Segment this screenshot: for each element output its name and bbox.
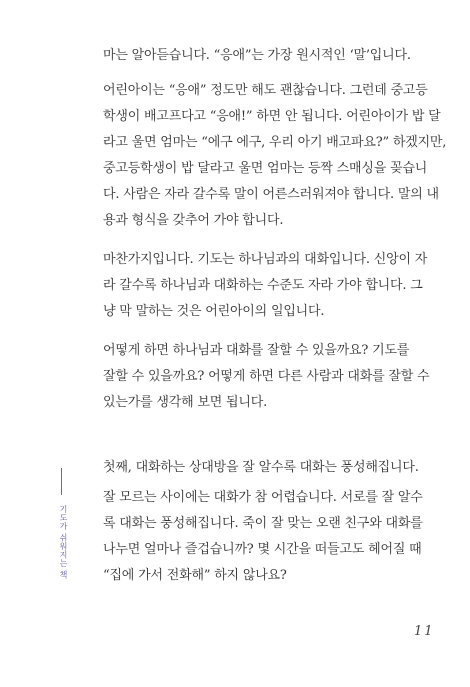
text-line: 어린아이는 “응애” 정도만 해도 괜찮습니다. 그런데 중고등 (103, 83, 428, 98)
paragraph-3 (103, 247, 428, 325)
text-line: 중고등학생이 밥 달라고 울면 엄마는 등짝 스매싱을 꽂습니 (103, 161, 428, 176)
text-line: 록 대화는 풍성해집니다. 죽이 잘 맞는 오랜 친구와 대화를 (103, 516, 423, 531)
text-line: 나누면 얼마나 즐겁습니까? 몇 시간을 떠들고도 헤어질 때 (103, 542, 422, 557)
text-line: 어떻게 하면 하나님과 대화를 잘할 수 있을까요? 기도를 (103, 343, 410, 358)
text-line: “집에 가서 전화해” 하지 않나요? (103, 568, 287, 583)
running-title: 기도가 쉬워지는 책 (59, 505, 68, 580)
text-line: 있는가를 생각해 보면 됩니다. (103, 395, 268, 410)
text-line: 학생이 배고프다고 “응애!” 하면 안 됩니다. 어린아이가 밥 달 (103, 109, 441, 124)
page-number: 11 (414, 624, 435, 639)
text-line: 라고 울면 엄마는 “에구 에구, 우리 아기 배고파요?” 하겠지만, (103, 135, 447, 150)
text-line: 잘할 수 있을까요? 어떻게 하면 다른 사람과 대화를 잘할 수 (103, 369, 430, 384)
paragraph-5 (103, 455, 423, 481)
paragraph-2 (103, 78, 447, 234)
text-line: 용과 형식을 갖추어 가야 합니다. (103, 213, 284, 228)
text-line: 라 갈수록 하나님과 대화하는 수준도 자라 가야 합니다. 그 (103, 278, 423, 293)
text-line: 다. 사람은 자라 갈수록 말이 어른스러워져야 합니다. 말의 내 (103, 187, 439, 202)
side-divider (61, 468, 62, 495)
text-line: 냥 막 말하는 것은 어린아이의 일입니다. (103, 304, 325, 319)
paragraph-4 (103, 338, 430, 416)
paragraph-1 (103, 43, 423, 69)
text-line: 마는 알아듣습니다. “응애”는 가장 원시적인 ‘말’입니다. (103, 48, 411, 63)
text-line: 첫째, 대화하는 상대방을 잘 알수록 대화는 풍성해집니다. (103, 460, 419, 475)
text-line: 잘 모르는 사이에는 대화가 참 어렵습니다. 서로를 잘 알수 (103, 490, 423, 505)
text-line: 마찬가지입니다. 기도는 하나님과의 대화입니다. 신앙이 자 (103, 252, 428, 267)
paragraph-6 (103, 485, 423, 589)
